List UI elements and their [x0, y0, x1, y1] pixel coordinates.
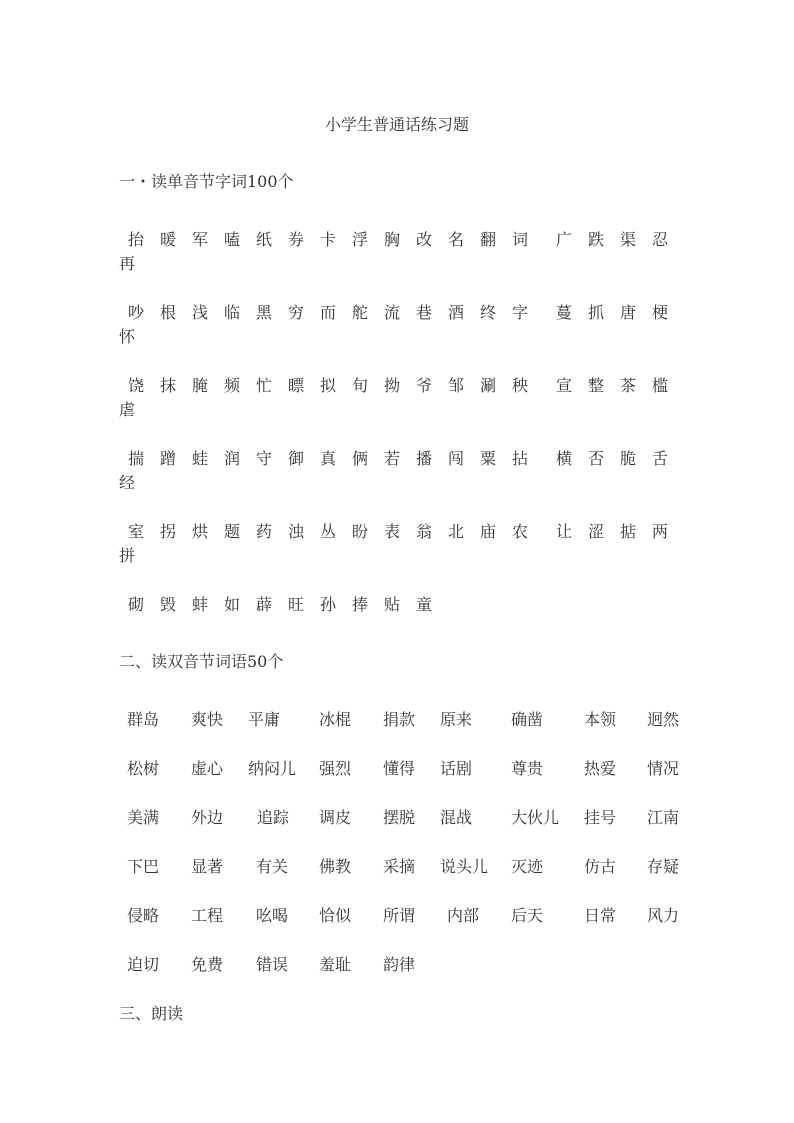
word-item: 韵律: [383, 955, 416, 974]
char-item: 忙: [255, 376, 272, 395]
word-item: 侵略: [127, 906, 160, 925]
char-item: 两: [651, 522, 668, 541]
word-item: 迥然: [647, 710, 680, 729]
char-item: 烘: [191, 522, 208, 541]
char-item: 拗: [383, 376, 400, 395]
char-item: 涮: [479, 376, 496, 395]
word-item: 江南: [647, 808, 680, 827]
char-item: 抹: [159, 376, 176, 395]
char-item: 捧: [351, 595, 368, 614]
char-item: 揣: [127, 449, 144, 468]
char-item: 纸: [255, 230, 272, 249]
word-item: 后天: [511, 906, 544, 925]
char-item: 如: [223, 595, 240, 614]
char-row: [119, 447, 699, 495]
char-item: 拟: [319, 376, 336, 395]
word-item: 错误: [256, 955, 289, 974]
char-item: 腌: [191, 376, 208, 395]
word-item: 尊贵: [511, 759, 544, 778]
word-item: 确凿: [511, 710, 544, 729]
char-item: 药: [255, 522, 272, 541]
char-item: 润: [223, 449, 240, 468]
char-item: 北: [447, 522, 464, 541]
char-item: 临: [223, 303, 240, 322]
char-item: 渠: [619, 230, 636, 249]
word-item: 摆脱: [383, 808, 416, 827]
char-item: 蚌: [191, 595, 208, 614]
word-item: 懂得: [383, 759, 416, 778]
word-row: [119, 904, 699, 928]
word-row: [119, 806, 699, 830]
char-item: 蛙: [191, 449, 208, 468]
char-item: 根: [159, 303, 176, 322]
char-item: 翁: [415, 522, 432, 541]
char-item: 涩: [587, 522, 604, 541]
word-item: 吆喝: [256, 906, 289, 925]
word-item: 存疑: [647, 857, 680, 876]
section1-heading: 一・读单音节字词100个: [119, 172, 294, 191]
word-item: 群岛: [127, 710, 160, 729]
char-item: 胸: [383, 230, 400, 249]
char-item: 让: [555, 522, 572, 541]
char-item: 砌: [127, 595, 144, 614]
char-item: 宣: [555, 376, 572, 395]
word-item: 羞耻: [319, 955, 352, 974]
char-item: 拈: [511, 449, 528, 468]
word-item: 免费: [191, 955, 224, 974]
word-item: 美满: [127, 808, 160, 827]
word-item: 虚心: [191, 759, 224, 778]
word-item: 迫切: [127, 955, 160, 974]
word-item: 内部: [447, 906, 480, 925]
word-row: [119, 855, 699, 879]
word-item: 采摘: [383, 857, 416, 876]
char-item: 暖: [159, 230, 176, 249]
char-item: 薜: [255, 595, 272, 614]
char-item: 毁: [159, 595, 176, 614]
word-item: 下巴: [127, 857, 160, 876]
word-item: 挂号: [584, 808, 617, 827]
char-item: 怀: [118, 327, 135, 346]
char-item: 拼: [118, 546, 135, 565]
word-item: 强烈: [319, 759, 352, 778]
char-item: 饶: [127, 376, 144, 395]
char-row: [119, 228, 699, 276]
char-item: 唐: [619, 303, 636, 322]
char-item: 字: [511, 303, 528, 322]
word-item: 爽快: [191, 710, 224, 729]
word-item: 松树: [127, 759, 160, 778]
page-title: 小学生普通话练习题: [324, 115, 469, 134]
char-item: 券: [287, 230, 304, 249]
char-item: 旺: [287, 595, 304, 614]
char-item: 爷: [415, 376, 432, 395]
char-item: 蹭: [159, 449, 176, 468]
word-item: 原来: [440, 710, 473, 729]
word-item: 平庸: [248, 710, 281, 729]
char-item: 秧: [511, 376, 528, 395]
char-row: [119, 374, 699, 422]
char-item: 卡: [319, 230, 336, 249]
char-row: [119, 520, 699, 568]
section2-heading: 二、读双音节词语50个: [119, 652, 284, 671]
char-item: 蔓: [555, 303, 572, 322]
word-item: 说头儿: [440, 857, 489, 876]
char-item: 丛: [319, 522, 336, 541]
word-item: 有关: [256, 857, 289, 876]
word-item: 混战: [440, 808, 473, 827]
char-item: 脆: [619, 449, 636, 468]
char-item: 跌: [587, 230, 604, 249]
char-item: 若: [383, 449, 400, 468]
char-item: 穷: [287, 303, 304, 322]
char-item: 舌: [651, 449, 668, 468]
char-item: 掂: [619, 522, 636, 541]
word-item: 情况: [647, 759, 680, 778]
word-item: 工程: [191, 906, 224, 925]
char-item: 槛: [651, 376, 668, 395]
char-item: 浊: [287, 522, 304, 541]
word-item: 话剧: [440, 759, 473, 778]
word-item: 纳闷儿: [248, 759, 297, 778]
word-row: [119, 757, 699, 781]
char-item: 旬: [351, 376, 368, 395]
char-item: 巷: [415, 303, 432, 322]
section3-heading: 三、朗读: [119, 1004, 184, 1023]
word-item: 本领: [584, 710, 617, 729]
char-item: 军: [191, 230, 208, 249]
char-item: 童: [415, 595, 432, 614]
char-item: 瞟: [287, 376, 304, 395]
word-item: 风力: [647, 906, 680, 925]
char-item: 播: [415, 449, 432, 468]
char-item: 农: [511, 522, 528, 541]
word-item: 佛教: [319, 857, 352, 876]
word-item: 调皮: [319, 808, 352, 827]
char-item: 室: [127, 522, 144, 541]
char-item: 舵: [351, 303, 368, 322]
char-item: 词: [511, 230, 528, 249]
char-item: 否: [587, 449, 604, 468]
char-item: 吵: [127, 303, 144, 322]
char-item: 题: [223, 522, 240, 541]
char-item: 横: [555, 449, 572, 468]
char-item: 盼: [351, 522, 368, 541]
char-item: 御: [287, 449, 304, 468]
word-row: [119, 708, 699, 732]
char-item: 庙: [479, 522, 496, 541]
char-item: 改: [415, 230, 432, 249]
char-item: 经: [118, 473, 135, 492]
char-item: 真: [319, 449, 336, 468]
char-item: 黑: [255, 303, 272, 322]
char-item: 终: [479, 303, 496, 322]
char-item: 孙: [319, 595, 336, 614]
char-row: [119, 593, 699, 617]
word-item: 追踪: [257, 808, 290, 827]
word-item: 捐款: [383, 710, 416, 729]
char-item: 再: [118, 254, 135, 273]
word-item: 灭迹: [511, 857, 544, 876]
char-item: 守: [255, 449, 272, 468]
char-item: 浅: [191, 303, 208, 322]
word-item: 热爱: [584, 759, 617, 778]
word-item: 恰似: [319, 906, 352, 925]
char-item: 邹: [447, 376, 464, 395]
char-item: 整: [587, 376, 604, 395]
char-item: 贴: [383, 595, 400, 614]
char-item: 而: [319, 303, 336, 322]
word-item: 日常: [584, 906, 617, 925]
word-item: 外边: [191, 808, 224, 827]
char-item: 忍: [651, 230, 668, 249]
char-item: 虐: [118, 400, 135, 419]
char-item: 浮: [351, 230, 368, 249]
word-item: 显著: [191, 857, 224, 876]
char-item: 拐: [159, 522, 176, 541]
char-item: 频: [223, 376, 240, 395]
char-item: 名: [447, 230, 464, 249]
char-item: 粟: [479, 449, 496, 468]
word-item: 冰棍: [319, 710, 352, 729]
char-item: 翻: [479, 230, 496, 249]
char-item: 俩: [351, 449, 368, 468]
word-item: 所谓: [383, 906, 416, 925]
char-item: 流: [383, 303, 400, 322]
char-item: 抬: [127, 230, 144, 249]
word-row: [119, 953, 699, 977]
char-item: 酒: [447, 303, 464, 322]
char-item: 广: [555, 230, 572, 249]
char-item: 茶: [619, 376, 636, 395]
char-item: 表: [383, 522, 400, 541]
char-item: 梗: [651, 303, 668, 322]
char-item: 嗑: [223, 230, 240, 249]
char-item: 闯: [447, 449, 464, 468]
word-item: 仿古: [584, 857, 617, 876]
word-item: 大伙儿: [511, 808, 560, 827]
char-item: 抓: [587, 303, 604, 322]
char-row: [119, 301, 699, 349]
